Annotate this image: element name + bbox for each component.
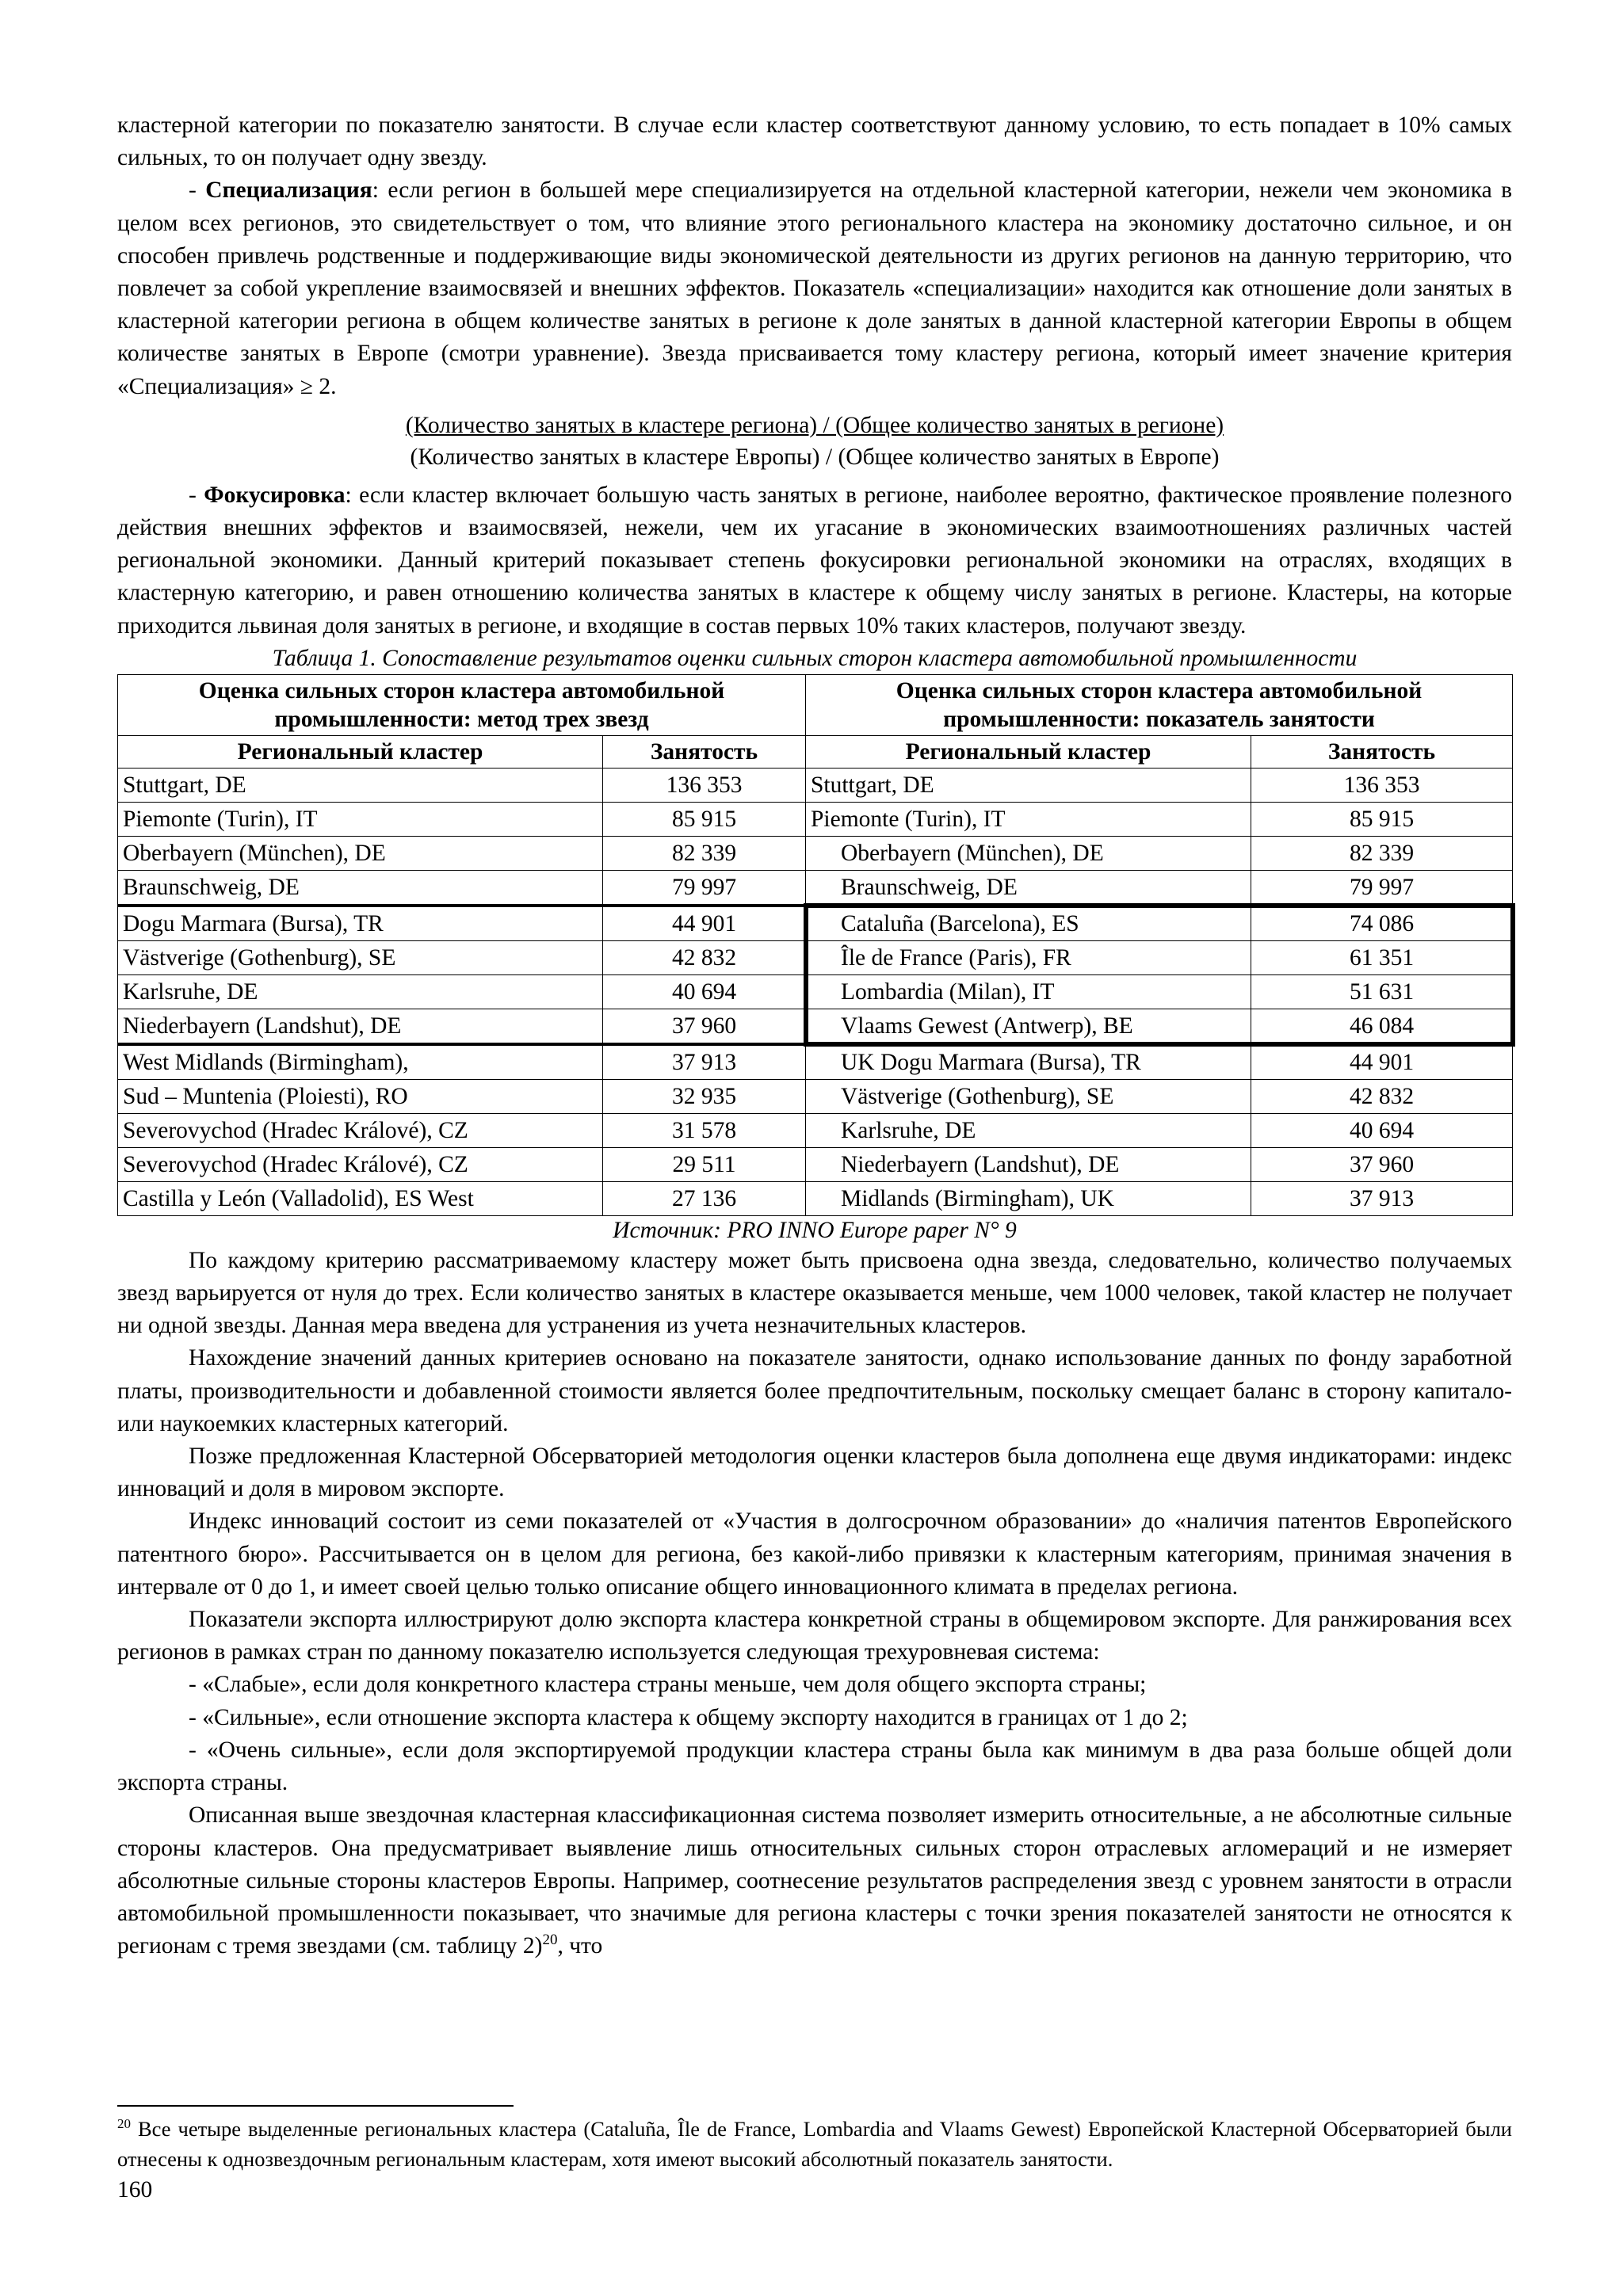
table-row: Severovychod (Hradec Králové), CZ 31 578 Karlsruhe, DE 40 694 bbox=[118, 1113, 1513, 1147]
list-item-weak: - «Слабые», если доля конкретного кластера страны меньше, чем доля общего экспорта страны; bbox=[189, 1672, 1147, 1698]
formula-numerator: (Количество занятых в кластере региона) / (Общее количество занятых в регионе) bbox=[405, 412, 1224, 438]
table-row: Västverige (Gothenburg), SE 42 832 Île de France (Paris), FR 61 351 bbox=[118, 940, 1513, 974]
specialization-formula bbox=[117, 410, 1512, 473]
footnote-separator bbox=[117, 2105, 514, 2107]
table-row: Karlsruhe, DE 40 694 Lombardia (Milan), IT 51 631 bbox=[118, 974, 1513, 1009]
paragraph-innovation-index: Индекс инноваций состоит из семи показателей от «Участия в долгосрочном образовании» до «наличия патентов Европейского патентного бюро». Рассчитывается он в целом для региона, без какой-либо привязки к кластерным категориям, принимая значения в интервале от 0 до 1, и имеет своей целью только описание общего инновационного климата в пределах региона. bbox=[117, 1508, 1512, 1600]
col-header-employment-left: Занятость bbox=[603, 735, 806, 768]
footnote: $^{20}$ Все четыре выделенные региональных кластера (Cataluña, Île de France, Lombardia and Vlaams Gewest) Европейской Кластерной Обсерваторией были отнесены к однозвездочным региональным кластерам, хотя имеют высокий абсолютный показатель занятости. bbox=[117, 2116, 1512, 2171]
table-row: Dogu Marmara (Bursa), TR 44 901 Cataluña (Barcelona), ES 74 086 bbox=[118, 906, 1513, 941]
table-row: Braunschweig, DE 79 997 Braunschweig, DE 79 997 bbox=[118, 870, 1513, 906]
paragraph-criteria-basis: Нахождение значений данных критериев основано на показателе занятости, однако использование данных по фонду заработной платы, производительности и добавленной стоимости является более предпочтительным, поскольку смещает баланс в сторону капитало- или наукоемких кластерных категорий. bbox=[117, 1345, 1512, 1436]
table-row: Castilla y León (Valladolid), ES West 27 136 Midlands (Birmingham), UK 37 913 bbox=[118, 1181, 1513, 1215]
page-body bbox=[117, 109, 1512, 1962]
page-number: 160 bbox=[117, 2177, 153, 2203]
term-focus: Фокусировка bbox=[204, 482, 346, 508]
table-source: Источник: PRO INNO Europe paper N° 9 bbox=[613, 1217, 1017, 1243]
table-row: Oberbayern (München), DE 82 339 Oberbayern (München), DE 82 339 bbox=[118, 836, 1513, 870]
paragraph-intro: кластерной категории по показателю занятости. В случае если кластер соответствуют данному условию, то есть попадает в 10% самых сильных, то он получает одну звезду. bbox=[117, 113, 1512, 171]
paragraph-focus: - Фокусировка: если кластер включает большую часть занятых в регионе, наиболее вероятно, фактическое проявление полезного действия внешних эффектов и взаимосвязей, нежели, чем их угасание в экономических взаимоотношениях различных частей региональной экономики. Данный критерий показывает степень фокусировки региональной экономики на отраслях, входящих в кластерную категорию, и равен отношению количества занятых в кластере к общему числу занятых в регионе. Кластеры, на которые приходится львиная доля занятых в регионе, и входящие в состав первых 10% таких кластеров, получают звезду. bbox=[117, 482, 1512, 639]
list-item-very-strong: - «Очень сильные», если доля экспортируемой продукции кластера страны была как минимум в два раза больше общей доли экспорта страны. bbox=[117, 1737, 1512, 1796]
paragraph-export: Показатели экспорта иллюстрируют долю экспорта кластера конкретной страны в общемировом экспорте. Для ранжирования всех регионов в рамках стран по данному показателю используется следующая трехуровневая система: bbox=[117, 1607, 1512, 1665]
comparison-table bbox=[117, 674, 1513, 1216]
paragraph-methodology: Позже предложенная Кластерной Обсерваторией методология оценки кластеров была дополнена еще двумя индикаторами: индекс инноваций и доля в мировом экспорте. bbox=[117, 1444, 1512, 1502]
highlighted-cell: Vlaams Gewest (Antwerp), BE bbox=[806, 1009, 1251, 1044]
table-row: Sud – Muntenia (Ploiesti), RO 32 935 Västverige (Gothenburg), SE 42 832 bbox=[118, 1079, 1513, 1113]
footnote-ref[interactable]: 20 bbox=[542, 1932, 558, 1949]
highlighted-cell: Île de France (Paris), FR bbox=[806, 940, 1251, 974]
paragraph-conclusion: Описанная выше звездочная кластерная классификационная система позволяет измерить относительные, а не абсолютные сильные стороны кластеров. Она предусматривает выявление лишь относительных сильных сторон отраслевых агломераций и не измеряет абсолютные сильные стороны кластеров Европы. Например, соотнесение результатов распределения звезд с уровнем занятости в отрасли автомобильной промышленности показывает, что значимые для региона кластеры с точки зрения показателей занятости не относятся к регионам с тремя звездами (см. таблицу 2)$^{20}$, что bbox=[117, 1802, 1512, 1959]
term-specialization: Специализация bbox=[205, 177, 372, 204]
group-header-three-stars: Оценка сильных сторон кластера автомобильной промышленности: метод трех звезд bbox=[118, 674, 806, 735]
table-row: Niederbayern (Landshut), DE 37 960 Vlaams Gewest (Antwerp), BE 46 084 bbox=[118, 1009, 1513, 1044]
paragraph-specialization: - Специализация: если регион в большей мере специализируется на отдельной кластерной категории, нежели чем экономика в целом всех регионов, это свидетельствует о том, что влияние этого регионального кластера на экономику достаточно сильное, и он способен привлечь родственные и поддерживающие виды экономической деятельности из других регионов на данную территорию, что повлечет за собой укрепление взаимосвязей и внешних эффектов. Показатель «специализации» находится как отношение доли занятых в кластерной категории региона в общем количестве занятых в регионе к доле занятых в данной кластерной категории Европы в общем количестве занятых в Европе (смотри уравнение). Звезда присваивается тому кластеру региона, который имеет значение критерия «Специализация» ≥ 2. bbox=[117, 177, 1513, 399]
group-header-employment: Оценка сильных сторон кластера автомобильной промышленности: показатель занятости bbox=[806, 674, 1513, 735]
highlighted-cell: Cataluña (Barcelona), ES bbox=[806, 906, 1251, 941]
table-wrapper bbox=[117, 674, 1512, 1216]
table-row: West Midlands (Birmingham), 37 913 UK Dogu Marmara (Bursa), TR 44 901 bbox=[118, 1044, 1513, 1080]
list-item-strong: - «Сильные», если отношение экспорта кластера к общему экспорту находится в границах от 1 до 2; bbox=[189, 1704, 1188, 1730]
table-row: Stuttgart, DE 136 353 Stuttgart, DE 136 353 bbox=[118, 768, 1513, 802]
formula-denominator: (Количество занятых в кластере Европы) / (Общее количество занятых в Европе) bbox=[410, 444, 1220, 470]
table-caption: Таблица 1. Сопоставление результатов оценки сильных сторон кластера автомобильной промышленности bbox=[272, 645, 1358, 671]
table-body bbox=[118, 768, 1513, 1215]
col-header-region-left: Региональный кластер bbox=[118, 735, 603, 768]
highlighted-cell: Lombardia (Milan), IT bbox=[806, 974, 1251, 1009]
table-row: Piemonte (Turin), IT 85 915 Piemonte (Turin), IT 85 915 bbox=[118, 802, 1513, 836]
col-header-employment-right: Занятость bbox=[1251, 735, 1513, 768]
col-header-region-right: Региональный кластер bbox=[806, 735, 1251, 768]
table-row: Severovychod (Hradec Králové), CZ 29 511 Niederbayern (Landshut), DE 37 960 bbox=[118, 1147, 1513, 1181]
footnote-mark: 20 bbox=[117, 2116, 131, 2132]
paragraph-stars: По каждому критерию рассматриваемому кластеру может быть присвоена одна звезда, следовательно, количество получаемых звезд варьируется от нуля до трех. Если количество занятых в кластере оказывается меньше, чем 1000 человек, такой кластер не получает ни одной звезды. Данная мера введена для устранения из учета незначительных кластеров. bbox=[117, 1247, 1512, 1339]
